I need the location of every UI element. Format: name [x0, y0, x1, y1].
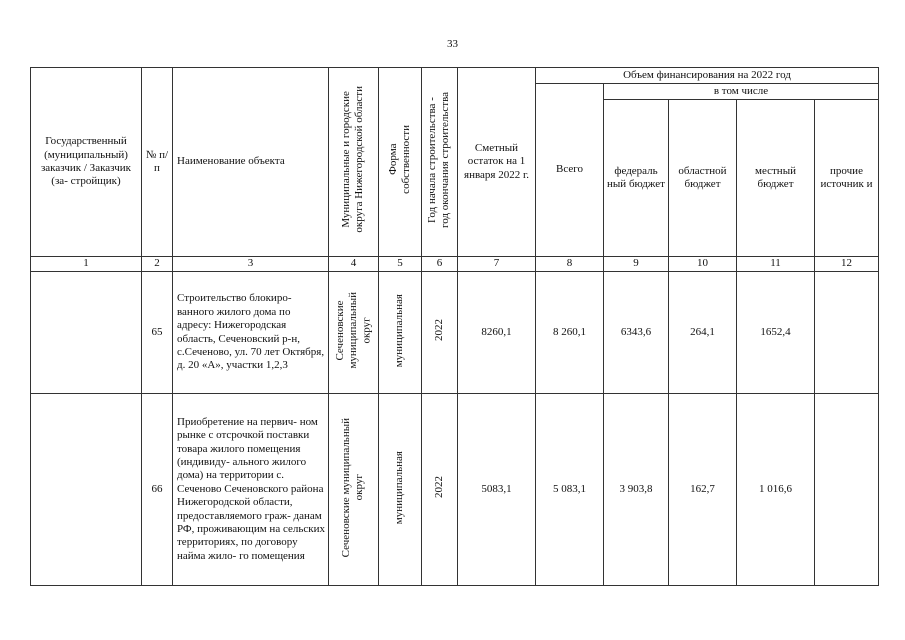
row-federal: 6343,6	[604, 272, 669, 394]
financing-table	[30, 67, 879, 586]
row-object-name: Строительство блокиро- ванного жилого дома по адресу: Нижегородская область, Сеченовский р-н, с.Сеченово, ул. 70 лет Октября, д. 20 «А», участки 1,2,3	[173, 272, 329, 394]
colnum-9: 9	[604, 257, 669, 272]
header-total: Всего	[536, 84, 604, 257]
row-local: 1 016,6	[737, 394, 815, 586]
header-object-name: Наименование объекта	[173, 68, 329, 257]
table-row	[31, 272, 879, 394]
row-total: 8 260,1	[536, 272, 604, 394]
row-district	[329, 394, 379, 586]
table-row	[31, 394, 879, 586]
row-regional: 162,7	[669, 394, 737, 586]
row-years-text: 2022	[432, 319, 445, 342]
header-federal: федераль ный бюджет	[604, 100, 669, 257]
colnum-8: 8	[536, 257, 604, 272]
header-funding: Объем финансирования на 2022 год	[536, 68, 879, 84]
row-district-text: Сеченовские муниципальный округ	[333, 292, 373, 369]
header-customer: Государственный (муниципальный) заказчик / Заказчик (за- стройщик)	[31, 68, 142, 257]
row-federal: 3 903,8	[604, 394, 669, 586]
colnum-5: 5	[379, 257, 422, 272]
row-customer	[31, 394, 142, 586]
row-estimate: 8260,1	[458, 272, 536, 394]
colnum-4: 4	[329, 257, 379, 272]
colnum-3: 3	[173, 257, 329, 272]
header-ownership-text: Форма собственности	[386, 125, 412, 195]
header-years	[422, 68, 458, 257]
header-local: местный бюджет	[737, 100, 815, 257]
row-ownership	[379, 272, 422, 394]
row-district	[329, 272, 379, 394]
row-other	[815, 394, 879, 586]
row-regional: 264,1	[669, 272, 737, 394]
header-district-text: Муниципальные и городские округа Нижегородской области	[340, 86, 366, 234]
header-num: № п/п	[142, 68, 173, 257]
row-object-name: Приобретение на первич- ном рынке с отсрочкой поставки товара жилого помещения (индивиду- ального жилого дома) на территории с. Сеченово Сеченовского района Нижегородской области, предоставляемого граж- данам РФ, проживающим на сельских территориях, по договору найма жило- го помещения	[173, 394, 329, 586]
colnum-7: 7	[458, 257, 536, 272]
colnum-1: 1	[31, 257, 142, 272]
row-years	[422, 394, 458, 586]
header-ownership	[379, 68, 422, 257]
colnum-10: 10	[669, 257, 737, 272]
row-num: 66	[142, 394, 173, 586]
page-number: 33	[447, 38, 458, 50]
header-regional: областной бюджет	[669, 100, 737, 257]
header-including: в том числе	[604, 84, 879, 100]
colnum-12: 12	[815, 257, 879, 272]
colnum-2: 2	[142, 257, 173, 272]
header-row-1	[31, 68, 879, 84]
colnum-11: 11	[737, 257, 815, 272]
header-district	[329, 68, 379, 257]
row-ownership	[379, 394, 422, 586]
header-estimate: Сметный остаток на 1 января 2022 г.	[458, 68, 536, 257]
colnum-6: 6	[422, 257, 458, 272]
row-district-text: Сеченовские муниципальный округ	[340, 417, 366, 557]
row-ownership-text: муниципальная	[393, 450, 406, 524]
row-years-text: 2022	[432, 476, 445, 499]
column-numbers-row	[31, 257, 879, 272]
row-ownership-text: муниципальная	[393, 293, 406, 367]
row-estimate: 5083,1	[458, 394, 536, 586]
row-total: 5 083,1	[536, 394, 604, 586]
row-other	[815, 272, 879, 394]
row-years	[422, 272, 458, 394]
row-local: 1652,4	[737, 272, 815, 394]
row-num: 65	[142, 272, 173, 394]
header-other: прочие источник и	[815, 100, 879, 257]
row-customer	[31, 272, 142, 394]
header-years-text: Год начала строительства - год окончания строительства	[426, 91, 452, 228]
